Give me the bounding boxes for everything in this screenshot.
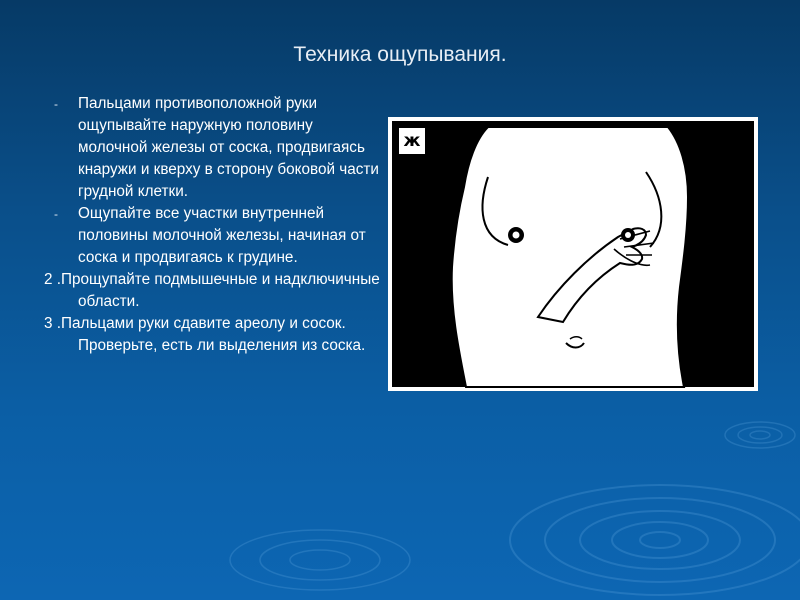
- number-marker: 2 .: [44, 271, 62, 288]
- list-item: [44, 203, 384, 269]
- list-item: [44, 93, 384, 203]
- item-text: Прощупайте подмышечные и надключичные области.: [61, 271, 380, 310]
- breast-self-exam-illustration: [388, 117, 758, 391]
- list-item: [44, 269, 384, 313]
- number-marker: 3 .: [44, 315, 62, 332]
- figure-label: ж: [397, 126, 427, 156]
- slide-title: Техника ощупывания.: [293, 43, 507, 66]
- item-text: Пальцами руки сдавите ареолу и сосок. Проверьте, есть ли выделения из соска.: [61, 315, 366, 354]
- bullet-marker: -: [54, 207, 58, 221]
- list-item: [44, 313, 384, 357]
- instructions-list: [44, 93, 384, 357]
- item-text: Ощупайте все участки внутренней половины молочной железы, начиная от соска и продвигаясь к грудине.: [78, 205, 366, 266]
- item-text: Пальцами противоположной руки ощупывайте наружную половину молочной железы от соска, продвигаясь кнаружи и кверху в сторону боковой части грудной клетки.: [78, 95, 379, 200]
- bullet-marker: -: [54, 97, 58, 111]
- illustration-frame: [388, 117, 758, 391]
